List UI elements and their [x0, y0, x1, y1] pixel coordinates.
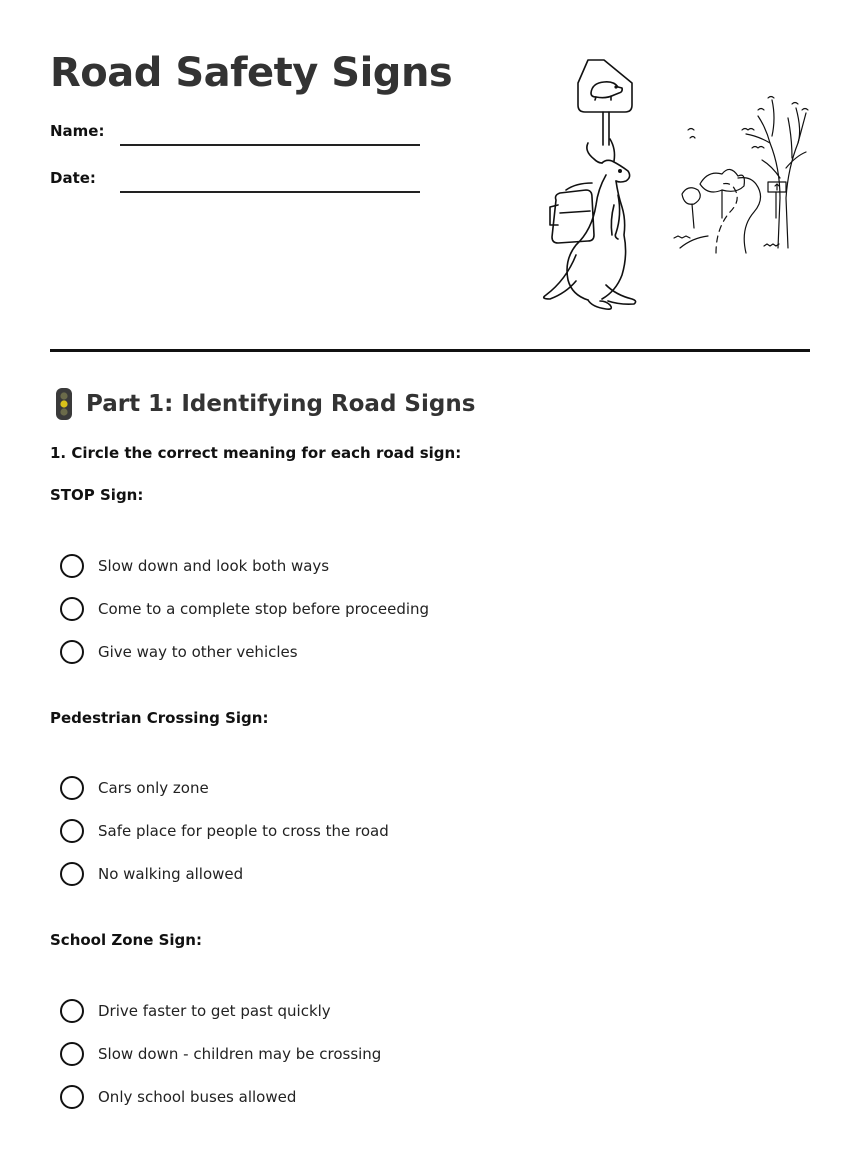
answer-circle[interactable]	[60, 1042, 84, 1066]
option-stop-3[interactable]	[60, 639, 298, 665]
option-text: Give way to other vehicles	[98, 643, 298, 661]
option-text: Only school buses allowed	[98, 1088, 297, 1106]
option-text: Slow down - children may be crossing	[98, 1045, 382, 1063]
school-zone-sign-label: School Zone Sign:	[50, 931, 202, 949]
page-title: Road Safety Signs	[50, 50, 453, 96]
option-text: Drive faster to get past quickly	[98, 1002, 331, 1020]
option-pedestrian-3[interactable]	[60, 861, 243, 887]
option-school-1[interactable]	[60, 998, 331, 1024]
answer-circle[interactable]	[60, 999, 84, 1023]
answer-circle[interactable]	[60, 597, 84, 621]
winding-road-trees-icon	[672, 88, 812, 263]
kangaroo-with-sign-icon	[536, 55, 646, 315]
option-text: Come to a complete stop before proceeding	[98, 600, 430, 618]
option-text: Cars only zone	[98, 779, 209, 797]
date-field[interactable]	[120, 191, 420, 193]
part1-heading	[50, 386, 475, 422]
option-text: No walking allowed	[98, 865, 244, 883]
answer-circle[interactable]	[60, 819, 84, 843]
option-stop-1[interactable]	[60, 553, 329, 579]
date-label: Date:	[50, 169, 96, 187]
section-divider	[50, 349, 810, 352]
option-school-3[interactable]	[60, 1084, 296, 1110]
option-text: Slow down and look both ways	[98, 557, 330, 575]
answer-circle[interactable]	[60, 862, 84, 886]
option-text: Safe place for people to cross the road	[98, 822, 389, 840]
option-pedestrian-1[interactable]	[60, 775, 209, 801]
part1-title: Part 1: Identifying Road Signs	[86, 391, 476, 417]
name-field[interactable]	[120, 144, 420, 146]
answer-circle[interactable]	[60, 640, 84, 664]
traffic-light-icon	[50, 386, 78, 422]
option-pedestrian-2[interactable]	[60, 818, 389, 844]
question-1: 1. Circle the correct meaning for each road sign:	[50, 444, 462, 462]
answer-circle[interactable]	[60, 554, 84, 578]
answer-circle[interactable]	[60, 776, 84, 800]
option-school-2[interactable]	[60, 1041, 381, 1067]
stop-sign-label: STOP Sign:	[50, 486, 144, 504]
option-stop-2[interactable]	[60, 596, 429, 622]
name-label: Name:	[50, 122, 105, 140]
answer-circle[interactable]	[60, 1085, 84, 1109]
pedestrian-sign-label: Pedestrian Crossing Sign:	[50, 709, 269, 727]
